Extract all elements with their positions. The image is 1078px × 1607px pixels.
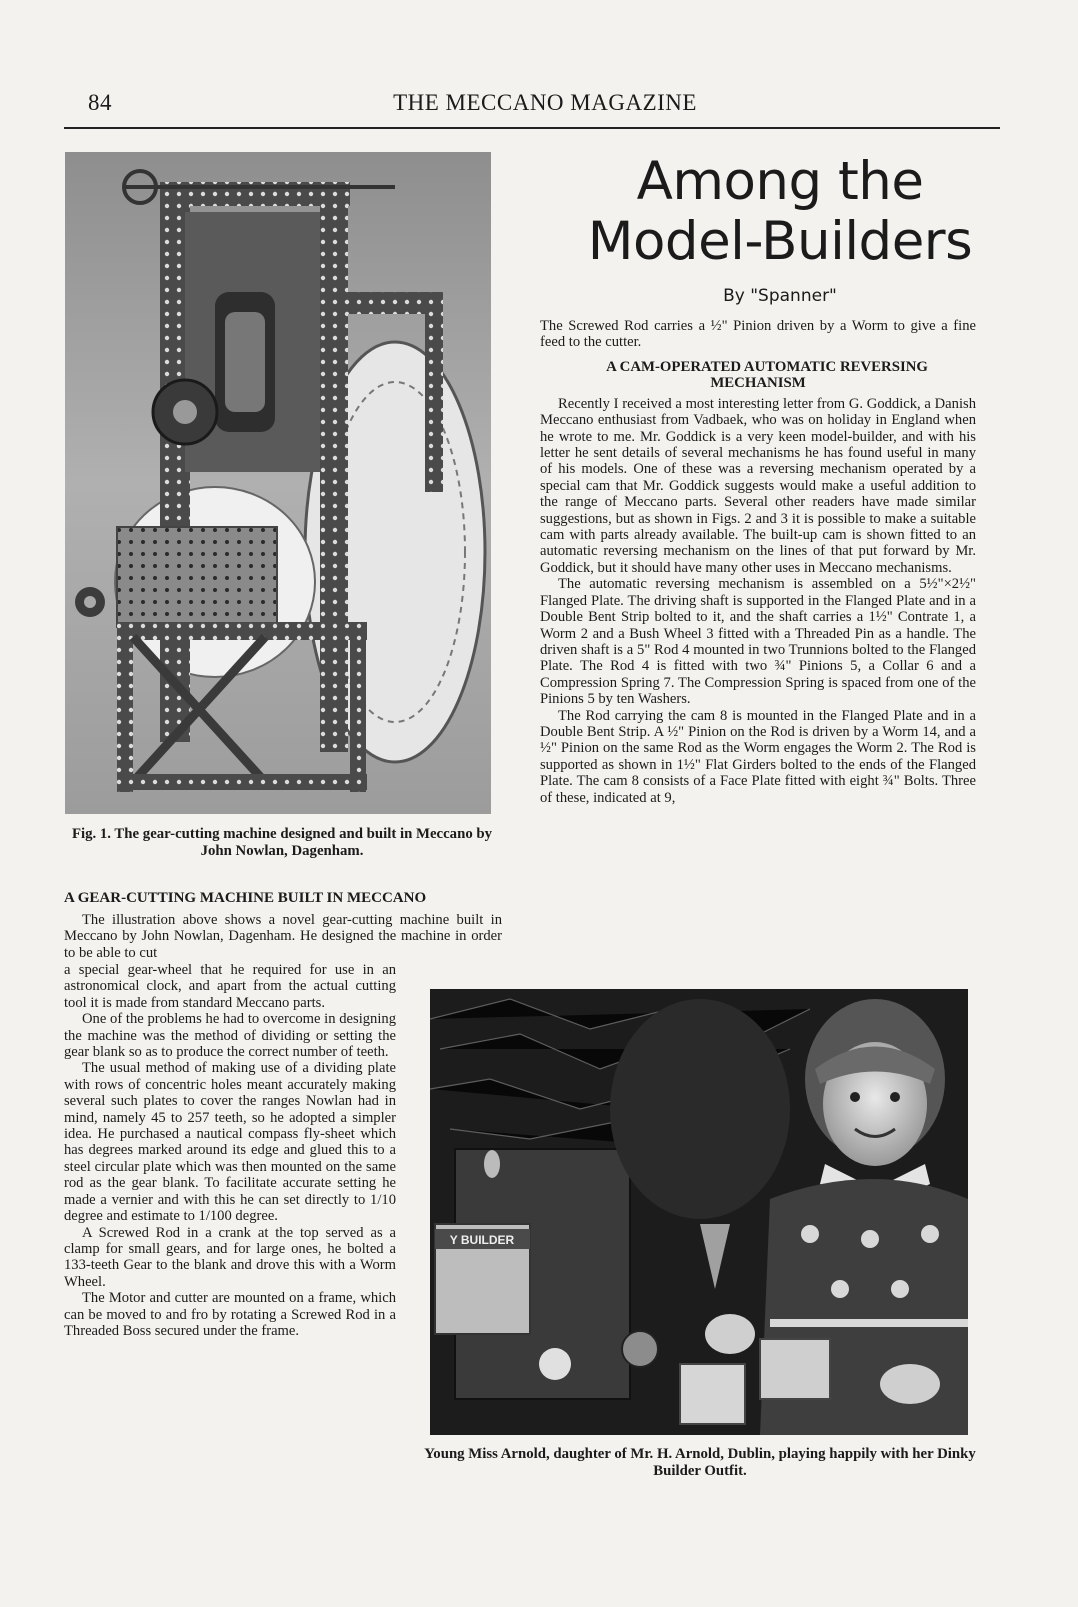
- right-intro-paragraph: The Screwed Rod carries a ½" Pinion driven by a Worm to give a fine feed to the cutter.: [540, 318, 976, 351]
- gear-paragraph-4: A Screwed Rod in a crank at the top served as a clamp for small gears, and for large ones, he bolted a 133-teeth Gear to the blank and drove this with a Worm Wheel.: [64, 1224, 396, 1290]
- title-line-2: Model-Builders: [587, 211, 973, 272]
- reversing-mechanism-heading: A CAM-OPERATED AUTOMATIC REVERSING MECHANISM: [606, 358, 928, 391]
- magazine-title: THE MECCANO MAGAZINE: [393, 90, 697, 115]
- gear-narrow-column: [64, 962, 396, 1339]
- gear-paragraph-1-full: [64, 912, 502, 961]
- right-column: [540, 318, 976, 806]
- reversing-paragraph-2: The automatic reversing mechanism is assembled on a 5½"×2½" Flanged Plate. The driving shaft is supported in the Flanged Plate and in a Double Bent Strip bolted to it, and the shaft carries a 1½" Contrate 1, a Worm 2 and a Bush Wheel 3 fitted with a Threaded Pin as a handle. The driven shaft is a 5" Rod 4 mounted in two Trunnions bolted to the Flanged Plate. The Rod 4 is fitted with two ¾" Pinions 5, a Collar 6 and a Compression Spring 7. The Compression Spring is spaced from one of the Pinions 5 by ten Washers.: [540, 576, 976, 708]
- photo-girl-dinky-builder: [430, 989, 968, 1435]
- title-line-1: Among the: [636, 151, 924, 212]
- photo2-caption: Young Miss Arnold, daughter of Mr. H. Arnold, Dublin, playing happily with her Dinky Builder Outfit.: [424, 1446, 976, 1479]
- gear-paragraph-5: The Motor and cutter are mounted on a frame, which can be moved to and fro by rotating a Screwed Rod in a Threaded Boss secured under the frame.: [64, 1290, 396, 1339]
- reversing-paragraph-1: Recently I received a most interesting letter from G. Goddick, a Danish Meccano enthusiast from Vadbaek, who was on holiday in England when he wrote to me. Mr. Goddick is a very keen model-builder, and with his letter he sent details of several mechanisms he has found useful in many of his models. One of these was a reversing mechanism operated by a special cam that Mr. Goddick suggests would make a useful addition to the range of Meccano parts. Several other readers have made similar suggestions, but as shown in Figs. 2 and 3 it is possible to make a suitable cam with parts already available. The built-up cam is shown fitted to an automatic reversing mechanism on the lines of that put forward by Mr. Goddick, but it should have many other uses in Meccano mechanisms.: [540, 395, 976, 576]
- gear-paragraph-1-lead: The illustration above shows a novel gear-cutting machine built in Meccano by John Nowlan, Dagenham. He designed the machine in order to be able to cut: [64, 912, 502, 961]
- gear-paragraph-2: One of the problems he had to overcome in designing the machine was the method of dividing or setting the gear blank so as to produce the correct number of teeth.: [64, 1011, 396, 1061]
- gear-paragraph-1-cont: a special gear-wheel that he required for use in an astronomical clock, and apart from the actual cutting tool it is made from standard Meccano parts.: [64, 962, 396, 1011]
- gear-section-heading: A GEAR-CUTTING MACHINE BUILT IN MECCANO: [64, 890, 427, 906]
- reversing-paragraph-3: The Rod carrying the cam 8 is mounted in the Flanged Plate and in a Double Bent Strip. A ½" Pinion on the Rod is driven by a Worm 14, and a ½" Pinion on the same Rod as the Worm engages the Worm 2. The Rod is supported as shown in 1½" Flat Girders bolted to the ends of the Flanged Plate. The cam 8 consists of a Face Plate fitted with eight ¾" Bolts. Three of these, indicated at 9,: [540, 707, 976, 806]
- page-number: 84: [88, 90, 112, 115]
- gear-paragraph-3: The usual method of making use of a dividing plate with rows of concentric holes meant accurately making several such plates to cover the ranges Nowlan had in mind, namely 45 to 257 teeth, so he adopted a simpler idea. He purchased a nautical compass fly-sheet which has degrees marked around its edge and glued this to a steel circular plate which was then mounted on the same rod as the gear blank. To facilitate accurate setting he made a vernier and with this he can set directly to 1/10 degree and estimate to 1/100 degree.: [64, 1060, 396, 1225]
- figure1-photo: [65, 152, 491, 814]
- article-byline: By "Spanner": [723, 286, 837, 306]
- header-rule: [64, 127, 1000, 129]
- figure1-caption: Fig. 1. The gear-cutting machine designed and built in Meccano by John Nowlan, Dagenham.: [71, 826, 493, 859]
- dinky-builder-box-label: Y BUILDER: [449, 1233, 515, 1247]
- article-title: [560, 152, 1000, 272]
